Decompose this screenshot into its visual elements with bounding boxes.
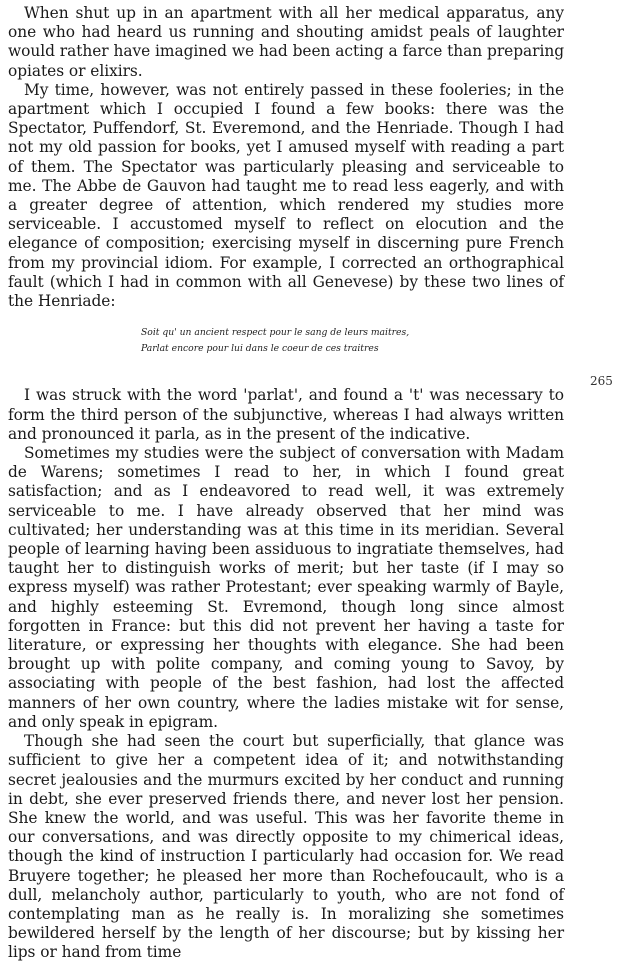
- verse-line-1: Soit qu' un ancient respect pour le sang de leurs maitres,: [141, 327, 410, 339]
- verse-quote: [141, 325, 564, 356]
- paragraph-5: Though she had seen the court but superficially, that glance was sufficient to give her a competent idea of it; and notwithstanding secret jealousies and the murmurs excited by her conduct and running in debt, she ever preserved friends there, and never lost her pension. She knew the world, and was useful. This was her favorite theme in our conversations, and was directly opposite to my chimerical ideas, though the kind of instruction I particularly had occasion for. We read Bruyere together; he pleased her more than Rochefoucault, who is a dull, melancholy author, particularly to youth, who are not fond of contemplating man as he really is. In moralizing she sometimes bewildered herself by the length of her discourse; but by kissing her lips or hand from time: [8, 732, 564, 962]
- paragraph-2: My time, however, was not entirely passed in these fooleries; in the apartment which I occupied I found a few books: there was the Spectator, Puffendorf, St. Everemond, and the Henriade. Though I had not my old passion for books, yet I amused myself with reading a part of them. The Spectator was particularly pleasing and serviceable to me. The Abbe de Gauvon had taught me to read less eagerly, and with a greater degree of attention, which rendered my studies more serviceable. I accustomed myself to reflect on elocution and the elegance of composition; exercising myself in discerning pure French from my provincial idiom. For example, I corrected an orthographical fault (which I had in common with all Genevese) by these two lines of the Henriade:: [8, 80, 564, 311]
- page-number: 265: [590, 374, 613, 388]
- paragraph-4: Sometimes my studies were the subject of conversation with Madam de Warens; sometimes I read to her, in which I found great satisfaction; and as I endeavored to read well, it was extremely serviceable to me. I have already observed that her mind was cultivated; her understanding was at this time in its meridian. Several people of learning having been assiduous to ingratiate themselves, had taught her to distinguish works of merit; but her taste (if I may so express myself) was rather Protestant; ever speaking warmly of Bayle, and highly esteeming St. Evremond, though long since almost forgotten in France: but this did not prevent her having a taste for literature, or expressing her thoughts with elegance. She had been brought up with polite company, and coming young to Savoy, by associating with people of the best fashion, had lost the affected manners of her own country, where the ladies mistake wit for sense, and only speak in epigram.: [8, 444, 564, 731]
- paragraph-3: I was struck with the word 'parlat', and found a 't' was necessary to form the third person of the subjunctive, whereas I had always written and pronounced it parla, as in the present of the indicative.: [8, 386, 564, 443]
- section-gap: [8, 356, 564, 386]
- paragraph-1: When shut up in an apartment with all her medical apparatus, any one who had heard us running and shouting amidst peals of laughter would rather have imagined we had been acting a farce than preparing opiates or elixirs.: [8, 4, 564, 80]
- page-body: [8, 4, 564, 963]
- verse-line-2: Parlat encore pour lui dans le coeur de ces traitres: [141, 342, 379, 354]
